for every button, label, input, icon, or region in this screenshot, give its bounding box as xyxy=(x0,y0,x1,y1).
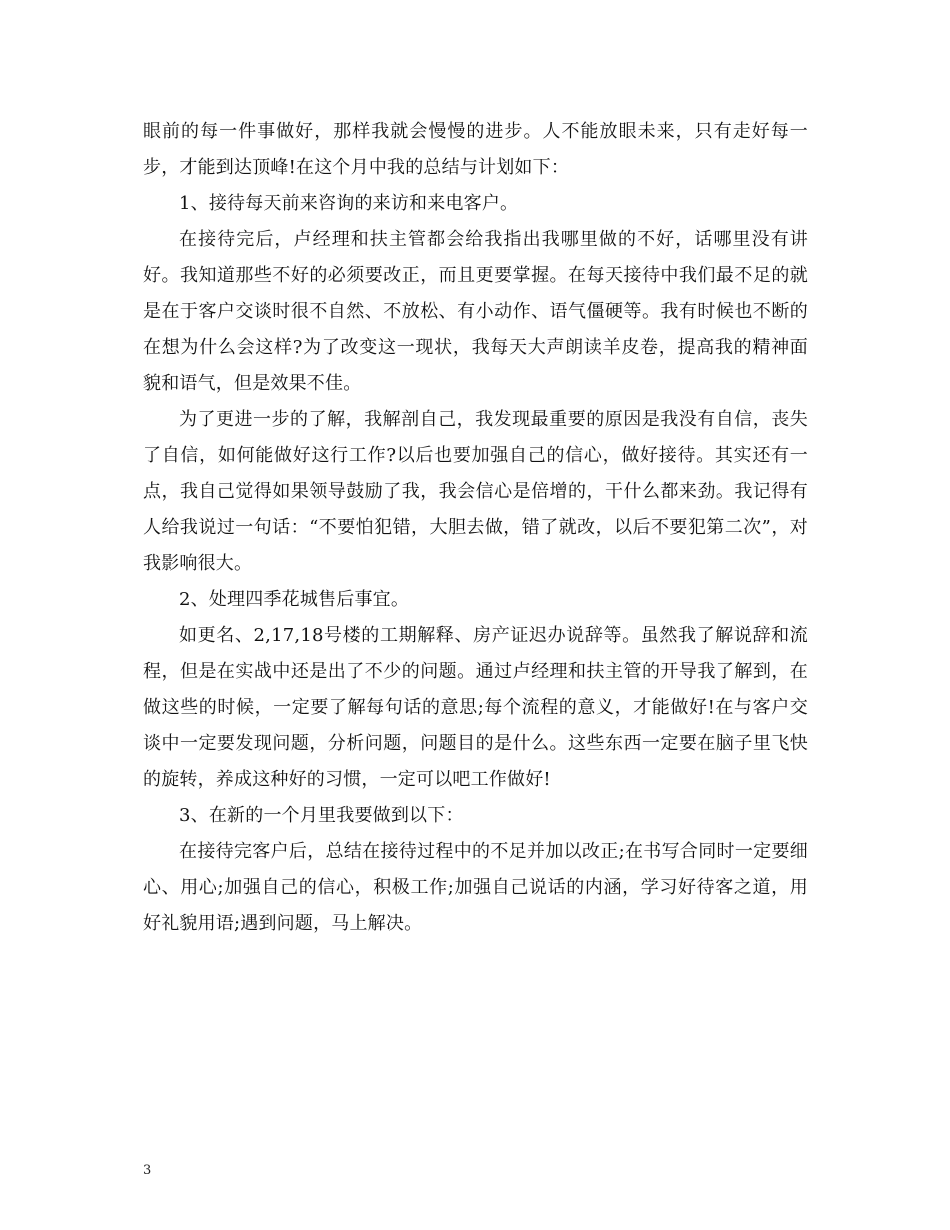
paragraph-item-2-heading: 2、处理四季花城售后事宜。 xyxy=(179,589,410,610)
document-body xyxy=(143,114,808,942)
paragraph-item-1-heading: 1、接待每天前来咨询的来访和来电客户。 xyxy=(179,193,519,214)
paragraph-item-3-heading: 3、在新的一个月里我要做到以下： xyxy=(179,805,464,826)
paragraph-self-confidence: 为了更进一步的了解，我解剖自己，我发现最重要的原因是我没有自信，丧失了自信，如何能做好这行工作?以后也要加强自己的信心，做好接待。其实还有一点，我自己觉得如果领导鼓励了我，我会信心是倍增的，干什么都来劲。我记得有人给我说过一句话：“不要怕犯错，大胆去做，错了就改，以后不要犯第二次”，对我影响很大。 xyxy=(143,409,808,574)
page-number: 3 xyxy=(143,1163,152,1178)
paragraph-next-month-plan: 在接待完客户后，总结在接待过程中的不足并加以改正;在书写合同时一定要细心、用心;加强自己的信心，积极工作;加强自己说话的内涵，学习好待客之道，用好礼貌用语;遇到问题，马上解决。 xyxy=(143,841,808,934)
paragraph-after-sales: 如更名、2,17,18号楼的工期解释、房产证迟办说辞等。虽然我了解说辞和流程，但是在实战中还是出了不少的问题。通过卢经理和扶主管的开导我了解到，在做这些的时候，一定要了解每句话的意思;每个流程的意义，才能做好!在与客户交谈中一定要发现问题，分析问题，问题目的是什么。这些东西一定要在脑子里飞快的旋转，养成这种好的习惯，一定可以吧工作做好! xyxy=(143,625,808,790)
paragraph-reception-feedback: 在接待完后，卢经理和扶主管都会给我指出我哪里做的不好，话哪里没有讲好。我知道那些不好的必须要改正，而且更要掌握。在每天接待中我们最不足的就是在于客户交谈时很不自然、不放松、有小动作、语气僵硬等。我有时候也不断的在想为什么会这样?为了改变这一现状，我每天大声朗读羊皮卷，提高我的精神面貌和语气，但是效果不佳。 xyxy=(143,229,808,394)
paragraph-continuation: 眼前的每一件事做好，那样我就会慢慢的进步。人不能放眼未来，只有走好每一步，才能到达顶峰!在这个月中我的总结与计划如下： xyxy=(143,121,808,178)
